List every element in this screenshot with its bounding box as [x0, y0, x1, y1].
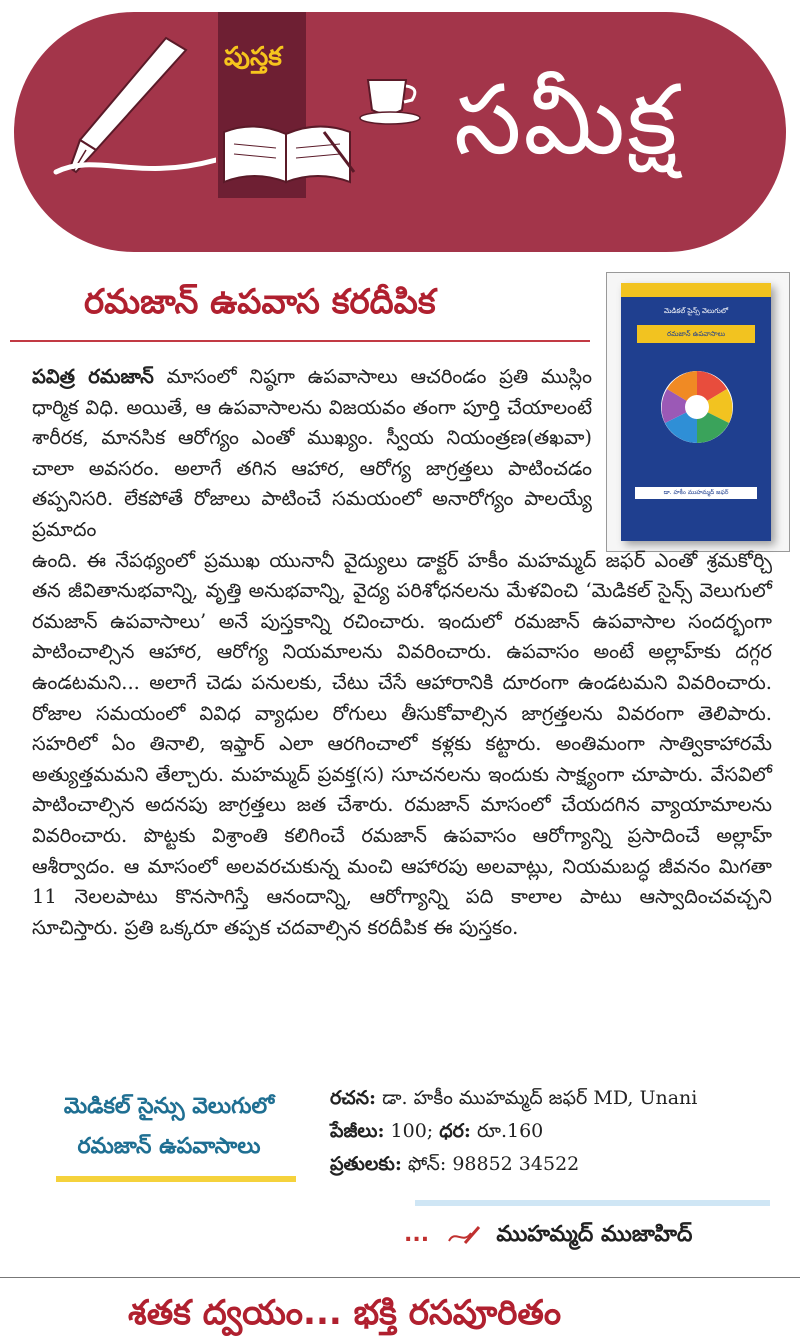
- section-banner: [14, 12, 786, 252]
- author-label: రచన:: [330, 1087, 377, 1109]
- open-book-icon: [214, 112, 364, 192]
- banner-title: సమీక్ష: [454, 64, 680, 176]
- author-value: డా. హకీం ముహమ్మద్ జఫర్ MD, Unani: [382, 1087, 698, 1109]
- book-details: [330, 1082, 697, 1181]
- article-body: [32, 362, 772, 943]
- section-tag: పుస్తక: [224, 42, 282, 72]
- cover-title: రమజాన్ ఉపవాసాలు: [637, 325, 755, 343]
- cover-author: డా. హకీం ముహమ్మద్ జఫర్: [635, 487, 757, 499]
- copies-value: ఫోన్: 98852 34522: [407, 1153, 580, 1175]
- pen-signature-icon: [445, 1223, 481, 1247]
- copies-row: [330, 1148, 697, 1181]
- byline-divider: [415, 1200, 770, 1206]
- title-underline: [56, 1176, 296, 1182]
- author-row: [330, 1082, 697, 1115]
- byline-name: ముహమ్మద్ ముజాహిద్: [496, 1222, 693, 1247]
- pages-label: పేజీలు:: [330, 1120, 385, 1142]
- lead-word: పవిత్ర రమజాన్: [32, 365, 154, 388]
- cover-top-text: మెడికల్ సైన్స్ వెలుగులో: [663, 307, 729, 315]
- intro-text: మాసంలో నిష్ఠగా ఉపవాసాలు ఆచరిండం ప్రతి ముస్లిం ధార్మిక విధి. అయితే, ఆ ఉపవాసాలను విజయవం తంగా పూర్తి చేయాలంటే శారీరక, మానసిక ఆరోగ్యం ఎంతో ముఖ్యం. స్వీయ నియంత్రణ(తఖవా) చాలా అవసరం. అలాగే తగిన ఆహార, ఆరోగ్య జాగ్రత్తలు పాటించడం తప్పనిసరి. లేకపోతే రోజాలు పాటించే సమయంలో అనారోగ్యం పాలయ్యే ప్రమాదం: [32, 365, 592, 541]
- article-paragraph-rest: ఉంది. ఈ నేపథ్యంలో ప్రముఖ యునానీ వైద్యులు డాక్టర్ హకీం మహమ్మద్ జఫర్ ఎంతో శ్రమకోర్చి తన జీవితానుభవాన్ని, వృత్తి అనుభవాన్ని, వైద్య పరిశోధనలను మేళవించి ‘మెడికల్ సైన్స్ వెలుగులో రమజాన్ ఉపవాసాలు’ అనే పుస్తకాన్ని రచించారు. ఇందులో రమజాన్ ఉపవాసాల సందర్భంగా పాటించాల్సిన ఆహార, ఆరోగ్య నియమాలను వివరించారు. ఉపవాసం అంటే అల్లాహ్‌కు దగ్గర ఉండటమని... అలాగే చెడు పనులకు, చేటు చేసే ఆహారానికి దూరంగా ఉండటమని వివరించారు. రోజాల సమయంలో వివిధ వ్యాధుల రోగులు తీసుకోవాల్సిన జాగ్రత్తలను వివరంగా తెలిపారు. సహరిలో ఏం తినాలి, ఇఫ్తార్ ఎలా ఆరగించాలో కళ్లకు కట్టారు. అంతిమంగా సాత్వికాహారమే అత్యుత్తమమని తేల్చారు. మహమ్మద్ ప్రవక్త(స) సూచనలను ఇందుకు సాక్ష్యంగా చూపారు. వేసవిలో పాటించాల్సిన అదనపు జాగ్రత్తలు జత చేశారు. రమజాన్ మాసంలో చేయదగిన వ్యాయామాలను వివరించారు. పొట్టకు విశ్రాంతి కలిగించే రమజాన్ ఉపవాసం ఆరోగ్యాన్ని ప్రసాదించే అల్లాహ్ ఆశీర్వాదం. ఆ మాసంలో అలవరచుకున్న మంచి ఆహారపు అలవాట్లు, నియమబద్ధ జీవనం మిగతా 11 నెలలపాటు కొనసాగిస్తే ఆనందాన్ని, ఆరోగ్యాన్ని పది కాలాల పాటు ఆస్వాదించవచ్చని సూచిస్తారు. ప్రతి ఒక్కరూ తప్పక చదవాల్సిన కరదీపిక ఈ పుస్తకం.: [32, 548, 772, 939]
- book-title-line2: రమజాన్ ఉపవాసాలు: [77, 1134, 261, 1159]
- article-paragraph-intro: [32, 362, 592, 546]
- pages-price-row: [330, 1115, 697, 1148]
- byline-dots: ...: [404, 1222, 430, 1247]
- book-title: [34, 1087, 304, 1167]
- book-title-line1: మెడికల్ సైన్సు వెలుగులో: [63, 1094, 275, 1119]
- page-divider: [0, 1277, 800, 1278]
- next-article-headline: శతక ద్వయం... భక్తి రసపూరితం: [128, 1293, 562, 1333]
- price-label: ధర:: [439, 1120, 471, 1142]
- cover-top-band: [621, 283, 771, 297]
- price-value: రూ.160: [476, 1120, 544, 1142]
- tea-cup-icon: [356, 70, 436, 130]
- pages-value: 100;: [390, 1120, 434, 1142]
- headline-divider: [10, 340, 590, 342]
- byline: [404, 1222, 692, 1252]
- article-headline: రమజాన్ ఉపవాస కరదీపిక: [84, 282, 436, 322]
- fountain-pen-icon: [36, 32, 216, 182]
- copies-label: ప్రతులకు:: [330, 1153, 402, 1175]
